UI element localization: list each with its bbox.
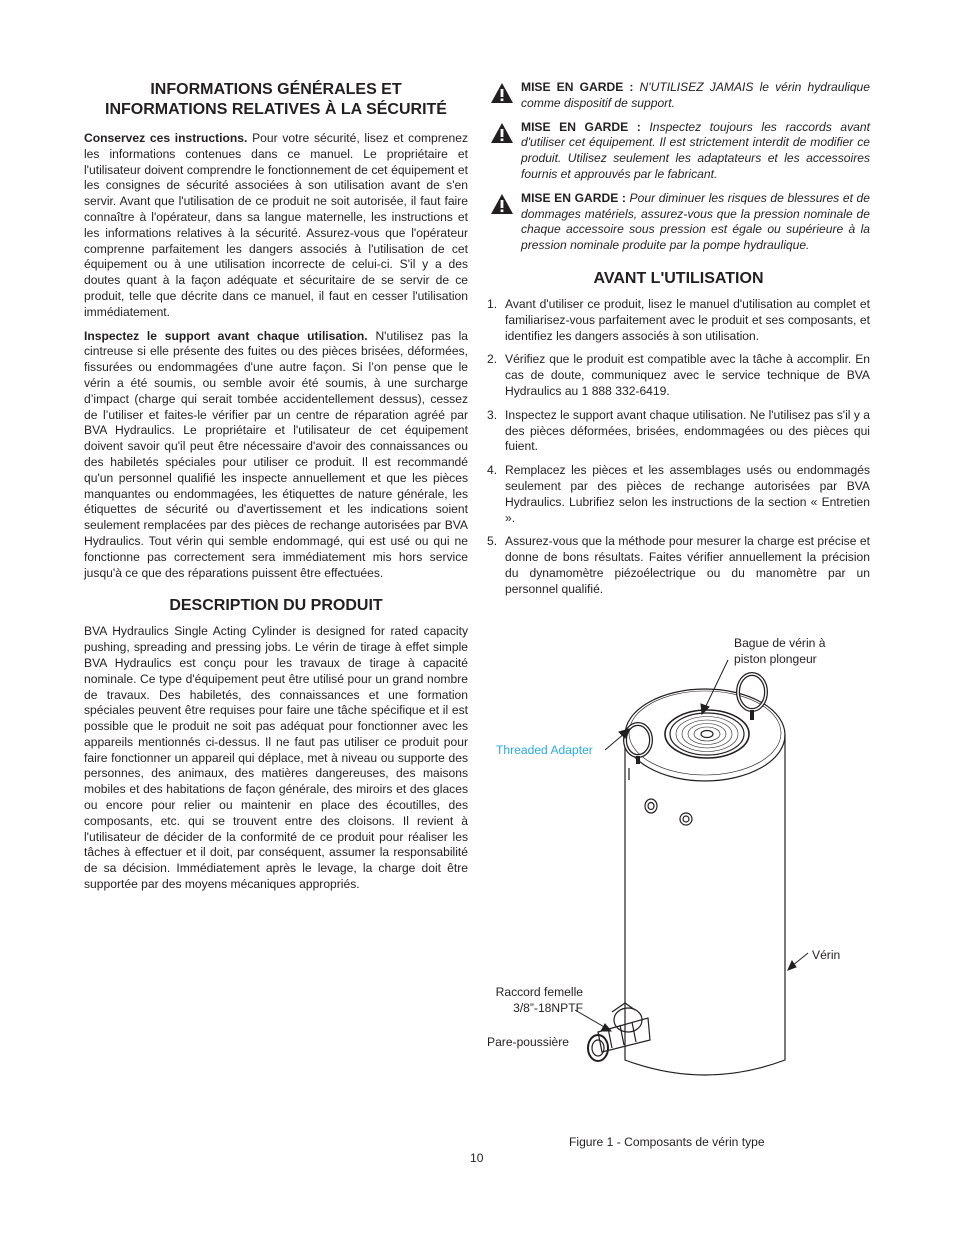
warning-2-text: Inspectez toujours les raccords avant d'utiliser cet équipement. Il est strictement interdit de modifier ce produit. Utilisez seulement les adaptateurs et les accessoires fournis et approuvés par le fabricant. bbox=[521, 119, 870, 181]
warning-2 bbox=[487, 120, 870, 183]
general-paragraph-1-body: Pour votre sécurité, lisez et comprenez les informations contenues dans ce manuel. Le propriétaire et l'utilisateur doivent comprendre le fonctionnement de cet équipement et les consignes de sécurité associées à son utilisation avant de s'en servir. Avant que l'utilisation de ce produit ne soit autorisée, il faut faire connaître à l'opérateur, dans sa langue maternelle, les instructions et les informations relatives à la sécurité. Assurez-vous que l'opérateur comprenne parfaitement les dangers associés à l'utilisation de cet équipement ou à une utilisation incorrecte de celui-ci. S'il y a des doutes quant à la façon adéquate et sécuritaire de se servir de ce produit, telle que décrite dans ce manuel, il faut en cesser l'utilisation immédiatement. bbox=[84, 131, 468, 319]
left-column bbox=[84, 80, 468, 893]
product-description-title: DESCRIPTION DU PRODUIT bbox=[169, 597, 383, 615]
general-paragraph-1 bbox=[84, 131, 468, 321]
cylinder-figure bbox=[480, 620, 880, 1100]
warning-triangle-icon bbox=[490, 122, 514, 144]
coupler-label-line2: 3/8”-18NPTF bbox=[513, 1001, 583, 1015]
warning-triangle-icon bbox=[490, 82, 514, 104]
list-item-text: Vérifiez que le produit est compatible avec la tâche à accomplir. En cas de doute, communiquez avec le service technique de BVA Hydraulics au 1 888 332-6419. bbox=[505, 352, 870, 398]
plunger-ring-label bbox=[734, 635, 825, 667]
list-item-number: 3. bbox=[487, 407, 498, 422]
general-safety-title-line2: INFORMATIONS RELATIVES À LA SÉCURITÉ bbox=[105, 101, 447, 118]
list-item-text: Avant d'utiliser ce produit, lisez le manuel d'utilisation au complet et familiarisez-vous parfaitement avec le produit et ses composants, et identifiez les dangers associés à son utilisation. bbox=[505, 296, 870, 343]
list-item bbox=[487, 408, 870, 455]
before-use-title: AVANT L'UTILISATION bbox=[593, 269, 764, 287]
right-column bbox=[487, 80, 870, 598]
plunger-ring-label-line2: piston plongeur bbox=[734, 652, 817, 666]
plunger-ring-label-line1: Bague de vérin à bbox=[734, 636, 826, 650]
list-item bbox=[487, 534, 870, 597]
list-item bbox=[487, 297, 870, 344]
warning-1 bbox=[487, 80, 870, 112]
list-item-number: 4. bbox=[487, 463, 498, 478]
warning-2-label: MISE EN GARDE : bbox=[521, 119, 641, 134]
figure-caption: Figure 1 - Composants de vérin type bbox=[569, 1135, 765, 1149]
threaded-adapter-label: Threaded Adapter bbox=[496, 743, 593, 757]
general-safety-title bbox=[84, 80, 468, 120]
general-paragraph-2 bbox=[84, 329, 468, 582]
list-item bbox=[487, 352, 870, 399]
warning-triangle-icon bbox=[490, 193, 514, 215]
warning-3 bbox=[487, 191, 870, 254]
page-number: 10 bbox=[470, 1151, 484, 1165]
list-item bbox=[487, 463, 870, 526]
list-item-text: Remplacez les pièces et les assemblages usés ou endommagés seulement par des pièces de rechange autorisées par BVA Hydraulics. Lubrifiez selon les instructions de la section « Entretien ». bbox=[505, 463, 870, 525]
warning-3-text: Pour diminuer les risques de blessures et de dommages matériels, assurez-vous que la pression nominale de chaque accessoire sous pression est égale ou supérieure à la pression nominale produite par la pompe hydraulique. bbox=[521, 190, 871, 253]
coupler-label-line1: Raccord femelle bbox=[495, 985, 583, 999]
inspect-lead: Inspectez le support avant chaque utilisation. bbox=[84, 328, 368, 343]
warning-1-label: MISE EN GARDE : bbox=[521, 80, 634, 94]
dust-cap-label: Pare-poussière bbox=[487, 1035, 570, 1049]
keep-instructions-lead: Conservez ces instructions. bbox=[84, 131, 248, 145]
product-description-body: BVA Hydraulics Single Acting Cylinder is designed for rated capacity pushing, spreading and pressing jobs. Le vérin de tirage à effet simple BVA Hydraulics est conçu pour les travaux de tirage à capacité nominale. Ce type d'équipement peut être utilisé pour un grand nombre de travaux. Des habiletés, des connaissances et une formation spéciales peuvent être requises pour faire une tâche spécifique et il est possible que le produit ne soit pas adéquat pour fonctionner avec les appareils mentionnés ci-dessus. Il ne faut pas utiliser ce produit pour faire fonctionner un appareil qui déplace, met à niveau ou supporte des personnes, des animaux, des matières dangereuses, des maisons mobiles et des habitations de façon générale, des miroirs et des glaces ou encore pour relier ou maintenir en place des écoutilles, des composants, etc. qui se trouvent entre des cloisons. Il revient à l'utilisateur de décider de la conformité de ce produit pour réaliser les tâches à effectuer et il doit, par conséquent, assumer la responsabilité de sa décision. Immédiatement après le levage, la charge doit être supportée par des moyens mécaniques appropriés. bbox=[84, 624, 468, 892]
list-item-text: Assurez-vous que la méthode pour mesurer la charge est précise et donne de bons résultats. Faites vérifier annuellement la précision du dynamomètre piézoélectrique ou du manomètre par un personnel qualifié. bbox=[505, 534, 870, 596]
warning-1-text: N'UTILISEZ JAMAIS le vérin hydraulique comme dispositif de support. bbox=[521, 80, 870, 110]
list-item-number: 2. bbox=[487, 352, 498, 367]
general-safety-title-line1: INFORMATIONS GÉNÉRALES ET bbox=[150, 81, 402, 98]
before-use-list bbox=[487, 297, 870, 598]
list-item-text: Inspectez le support avant chaque utilisation. Ne l'utilisez pas s'il y a des pièces déformées, brisées, endommagées ou des pièces qui fuient. bbox=[505, 407, 870, 454]
list-item-number: 5. bbox=[487, 534, 498, 549]
list-item-number: 1. bbox=[487, 296, 498, 311]
warning-3-label: MISE EN GARDE : bbox=[521, 190, 626, 205]
cylinder-label: Vérin bbox=[812, 948, 841, 962]
general-paragraph-2-body: N'utilisez pas la cintreuse si elle présente des fuites ou des pièces brisées, déformées, fissurées ou endommagées d'une autre façon. Si l’on pense que le vérin a été soumis, ou semble avoir été soumis, à une surcharge d’impact (charge qui serait tombée accidentellement dessus), cessez de l’utiliser et faites-le vérifier par un centre de réparation agréé par BVA Hydraulics. Le propriétaire et l'utilisateur de cet équipement doivent savoir qu'il peut être nécessaire d'avoir des connaissances ou des habiletés spéciales pour utiliser ce produit. Il est recommandé qu'un personnel qualifié les inspecte annuellement et que les pièces manquantes ou endommagées, les étiquettes de nature générale, les étiquettes de sécurité ou d'avertissement et les indications soient seulement remplacées par des pièces de rechange autorisées par BVA Hydraulics. Tout vérin qui semble endommagé, qui est usé ou qui ne fonctionne pas correctement sera immédiatement mis hors service jusqu'à ce que des réparations puissent être effectuées. bbox=[84, 328, 468, 580]
coupler-label bbox=[487, 984, 583, 1016]
